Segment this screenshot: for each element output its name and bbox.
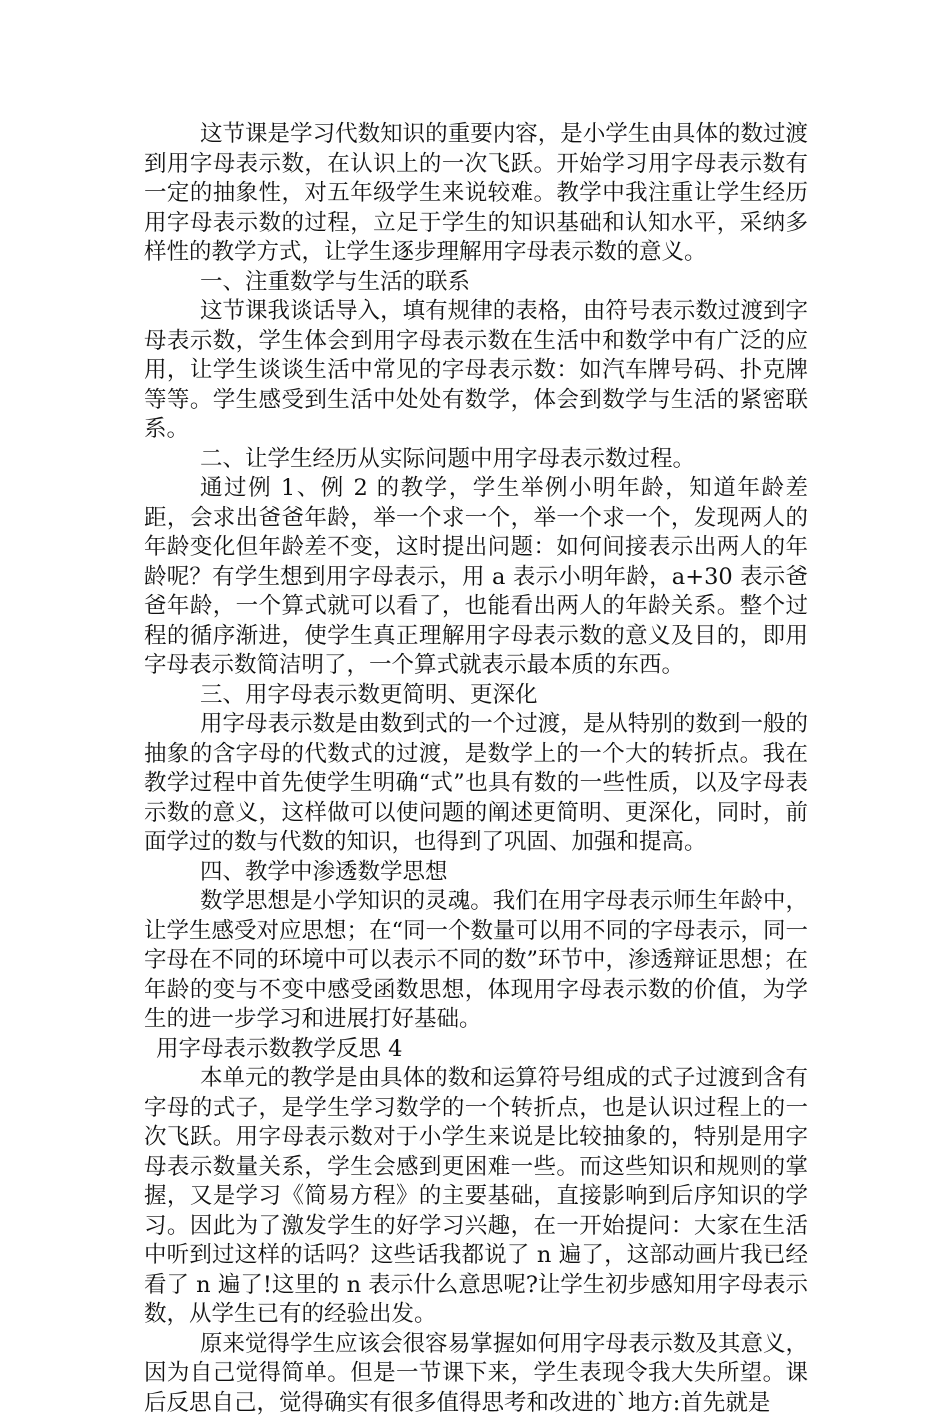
paragraph-unit-teaching: 本单元的教学是由具体的数和运算符号组成的式子过渡到含有字母的式子，是学生学习数学的一个转折点，也是认识过程上的一次飞跃。用字母表示数对于小学生来说是比较抽象的，特别是用字母表示数量关系，学生会感到更困难一些。而这些知识和规则的掌握，又是学习《简易方程》的主要基础，直接影响到后序知识的学习。因此为了激发学生的好学习兴趣，在一开始提问：大家在生活中听到过这样的话吗？这些话我都说了 n 遍了，这部动画片我已经看了 n 遍了!这里的 n 表示什么意思呢?让学生初步感知用字母表示数，从学生已有的经验出发。 <box>144 1064 808 1330</box>
heading-two: 二、让学生经历从实际问题中用字母表示数过程。 <box>144 445 808 475</box>
heading-one: 一、注重数学与生活的联系 <box>144 268 808 298</box>
heading-four: 四、教学中渗透数学思想 <box>144 858 808 888</box>
paragraph-math-thinking: 数学思想是小学知识的灵魂。我们在用字母表示师生年龄中，让学生感受对应思想；在“同一个数量可以用不同的字母表示，同一字母在不同的环境中可以表示不同的数”环节中，渗透辩证思想；在年龄的变与不变中感受函数思想，体现用字母表示数的价值，为学生的进一步学习和进展打好基础。 <box>144 887 808 1035</box>
document-page <box>144 120 808 1418</box>
paragraph-transition: 用字母表示数是由数到式的一个过渡，是从特别的数到一般的抽象的含字母的代数式的过渡，是数学上的一个大的转折点。我在教学过程中首先使学生明确“式”也具有数的一些性质，以及字母表示数的意义，这样做可以使问题的阐述更简明、更深化，同时，前面学过的数与代数的知识，也得到了巩固、加强和提高。 <box>144 710 808 858</box>
paragraph-examples: 通过例 1、例 2 的教学，学生举例小明年龄，知道年龄差距，会求出爸爸年龄，举一个求一个，举一个求一个，发现两人的年龄变化但年龄差不变，这时提出问题：如何间接表示出两人的年龄呢？有学生想到用字母表示，用 a 表示小明年龄，a+30 表示爸爸年龄，一个算式就可以看了，也能看出两人的年龄关系。整个过程的循序渐进，使学生真正理解用字母表示数的意义及目的，即用字母表示数简洁明了，一个算式就表示最本质的东西。 <box>144 474 808 681</box>
paragraph-reflection: 原来觉得学生应该会很容易掌握如何用字母表示数及其意义，因为自己觉得简单。但是一节课下来，学生表现令我大失所望。课后反思自己，觉得确实有很多值得思考和改进的`地方:首先就是 <box>144 1330 808 1418</box>
heading-three: 三、用字母表示数更简明、更深化 <box>144 681 808 711</box>
section-title: 用字母表示数教学反思 4 <box>144 1035 808 1065</box>
paragraph-life-connection: 这节课我谈话导入，填有规律的表格，由符号表示数过渡到字母表示数，学生体会到用字母表示数在生活中和数学中有广泛的应用，让学生谈谈生活中常见的字母表示数：如汽车牌号码、扑克牌等等。学生感受到生活中处处有数学，体会到数学与生活的紧密联系。 <box>144 297 808 445</box>
paragraph-intro: 这节课是学习代数知识的重要内容，是小学生由具体的数过渡到用字母表示数，在认识上的一次飞跃。开始学习用字母表示数有一定的抽象性，对五年级学生来说较难。教学中我注重让学生经历用字母表示数的过程，立足于学生的知识基础和认知水平，采纳多样性的教学方式，让学生逐步理解用字母表示数的意义。 <box>144 120 808 268</box>
